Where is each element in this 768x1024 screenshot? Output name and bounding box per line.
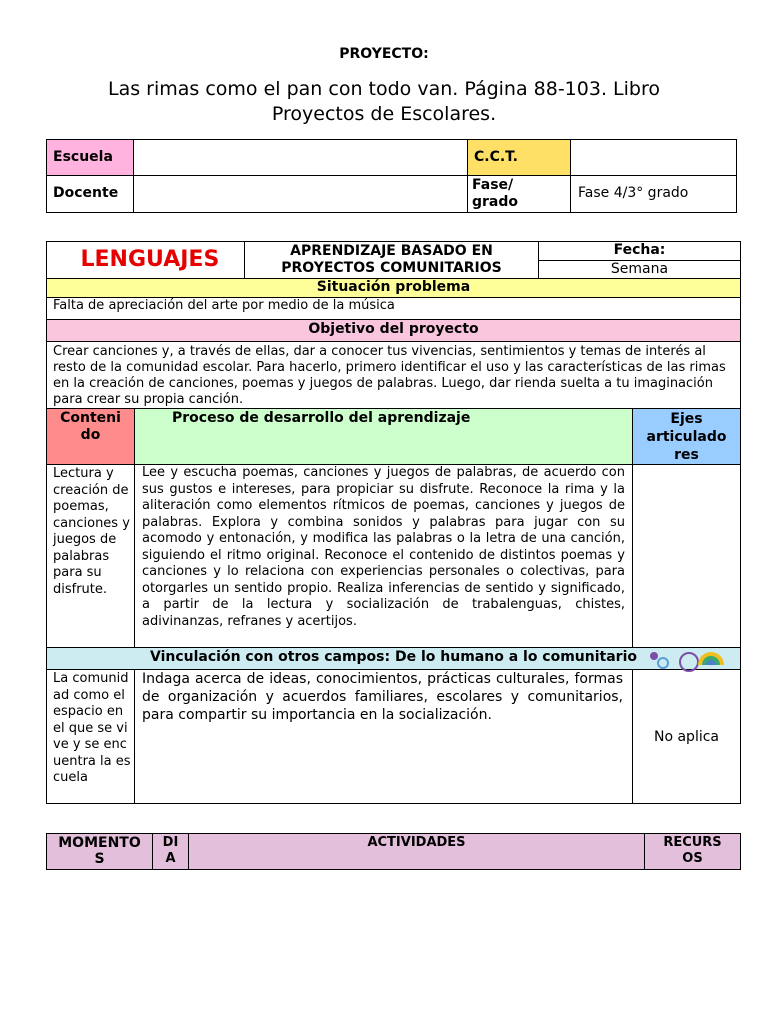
vinc-pda-text: Indaga acerca de ideas, conocimientos, prácticas culturales, formas de organización y acuerdos familiares, escolares y comunitarios, para compartir su importancia en la socialización.	[135, 670, 633, 804]
project-title-line-2: Proyectos de Escolares.	[271, 103, 497, 125]
pda-header: Proceso de desarrollo del aprendizaje	[135, 409, 633, 465]
metodologia-line-1: APRENDIZAJE BASADO EN	[290, 243, 493, 259]
campo-formativo-text: LENGUAJES	[80, 247, 220, 272]
escuela-label: Escuela	[47, 140, 134, 176]
project-label: PROYECTO:	[339, 46, 429, 62]
project-title	[0, 77, 768, 127]
contenido-header-line-2: do	[80, 427, 101, 443]
project-title-line-1: Las rimas como el pan con todo van. Página 88-103. Libro	[108, 78, 660, 100]
actividades-header: ACTIVIDADES	[189, 834, 645, 870]
dia-header-line-1: DI	[162, 835, 179, 850]
fase-value: Fase 4/3° grado	[571, 176, 737, 213]
ring-icon	[658, 658, 668, 668]
dia-header-line-2: A	[165, 851, 176, 866]
circle-icon	[680, 653, 698, 671]
ejes-header-line-1: Ejes	[670, 411, 703, 427]
recursos-header-line-1: RECURS	[663, 835, 722, 850]
recursos-header	[645, 834, 741, 870]
ejes-cell	[633, 465, 741, 648]
vinculacion-header-text: Vinculación con otros campos: De lo humano a lo comunitario	[149, 649, 638, 665]
escuela-field[interactable]	[134, 140, 468, 176]
semana-label: Semana	[539, 261, 741, 279]
fase-label-line-2: grado	[472, 194, 519, 210]
info-table	[46, 139, 737, 213]
metodologia	[245, 242, 539, 279]
ejes-header-line-2: articulado	[646, 429, 727, 445]
docente-field[interactable]	[134, 176, 468, 213]
contenido-header-line-1: Conteni	[60, 410, 121, 426]
planning-table	[46, 241, 741, 804]
recursos-header-line-2: OS	[682, 851, 703, 866]
objetivo-text: Crear canciones y, a través de ellas, dar a conocer tus vivencias, sentimientos y temas de interés al resto de la comunidad escolar. Para hacerlo, primero identificar el uso y las características de las rimas en la creación de canciones, poemas y juegos de palabras. Luego, dar rienda suelta a tu imaginación para crear su propia canción.	[47, 342, 741, 409]
ejes-header-line-3: res	[674, 447, 699, 463]
momentos-header	[47, 834, 153, 870]
situacion-header: Situación problema	[47, 279, 741, 298]
vinc-contenido-text: La comunidad como el espacio en el que se vive y se encuentra la escuela	[47, 670, 135, 804]
cct-field[interactable]	[571, 140, 737, 176]
situacion-text: Falta de apreciación del arte por medio de la música	[47, 298, 741, 320]
ejes-header	[633, 409, 741, 465]
momentos-header-line-2: S	[94, 851, 105, 867]
contenido-header	[47, 409, 135, 465]
vinc-ejes-text: No aplica	[633, 670, 741, 804]
docente-label: Docente	[47, 176, 134, 213]
decorative-icons	[644, 646, 724, 676]
activities-table	[46, 833, 741, 870]
fase-label-line-1: Fase/	[472, 177, 514, 193]
momentos-header-line-1: MOMENTO	[58, 835, 141, 851]
vinculacion-header	[47, 648, 741, 670]
pda-text: Lee y escucha poemas, canciones y juegos de palabras, de acuerdo con sus gustos e intereses, para propiciar su disfrute. Reconoce la rima y la aliteración como elementos rítmicos de poemas, canciones y juegos de palabras. Explora y combina sonidos y palabras para jugar con su acomodo y entonación, y modifica las palabras o la letra de una canción, siguiendo el ritmo original. Reconoce el contenido de distintos poemas y canciones y lo relaciona con experiencias personales o colectivas, para otorgarles un sentido propio. Realiza inferencias de sentido y significado, a partir de la lectura y socialización de trabalenguas, chistes, adivinanzas, refranes y acertijos.	[135, 465, 633, 648]
cct-label: C.C.T.	[468, 140, 571, 176]
fase-label	[468, 176, 571, 213]
dia-header	[153, 834, 189, 870]
metodologia-line-2: PROYECTOS COMUNITARIOS	[281, 260, 502, 276]
fecha-label: Fecha:	[539, 242, 741, 261]
dot-icon	[650, 652, 658, 660]
contenido-text: Lectura y creación de poemas, canciones y juegos de palabras para su disfrute.	[47, 465, 135, 648]
objetivo-header: Objetivo del proyecto	[47, 320, 741, 342]
campo-formativo	[80, 242, 245, 279]
